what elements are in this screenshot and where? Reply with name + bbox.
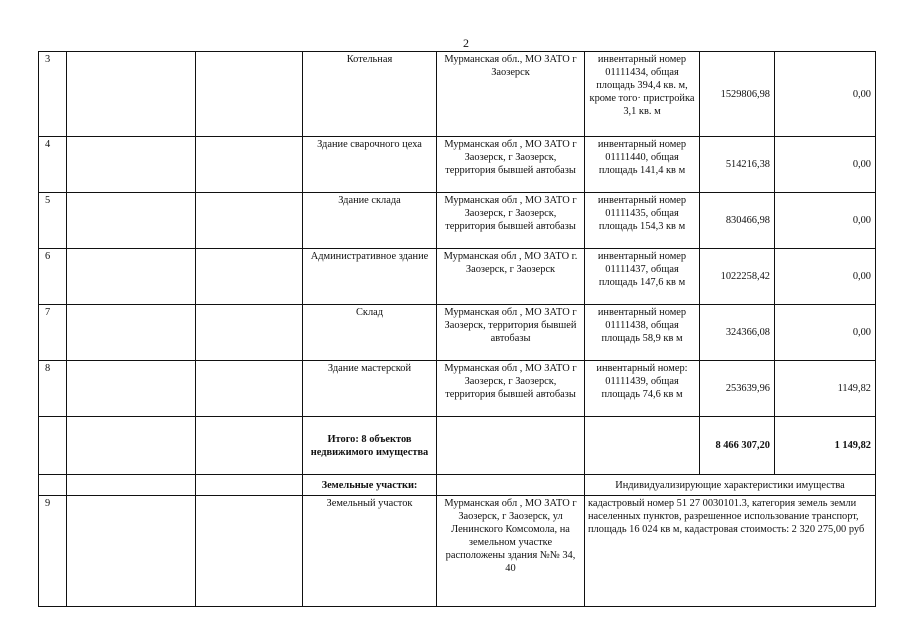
- table-row: [39, 305, 876, 361]
- book-value: 1529806,98: [700, 52, 775, 137]
- residual-value: 1149,82: [775, 361, 876, 417]
- section-header-row: [39, 475, 876, 496]
- book-value: 324366,08: [700, 305, 775, 361]
- object-name: Котельная: [303, 52, 437, 137]
- residual-value: 0,00: [775, 249, 876, 305]
- table-row: [39, 193, 876, 249]
- empty-cell: [67, 193, 196, 249]
- row-number: 4: [39, 137, 67, 193]
- property-table: [38, 51, 876, 607]
- empty-cell: [196, 496, 303, 607]
- land-section-label: Земельные участки:: [303, 475, 437, 496]
- land-characteristics: кадастровый номер 51 27 0030101.3, категория земель земли населенных пунктов, разрешенное использование транспорт, площадь 16 024 кв м, кадастровая стоимость: 2 320 275,00 руб: [585, 496, 876, 607]
- residual-value: 0,00: [775, 305, 876, 361]
- table-row: [39, 52, 876, 137]
- empty-cell: [437, 417, 585, 475]
- empty-cell: [67, 361, 196, 417]
- object-name: Здание сварочного цеха: [303, 137, 437, 193]
- table-row: [39, 137, 876, 193]
- empty-cell: [39, 417, 67, 475]
- book-value: 830466,98: [700, 193, 775, 249]
- total-label: Итого: 8 объектов недвижимого имущества: [303, 417, 437, 475]
- object-address: Мурманская обл , МО ЗАТО г Заозерск, г Заозерск, территория бывшей автобазы: [437, 361, 585, 417]
- empty-cell: [585, 417, 700, 475]
- object-name: Здание мастерской: [303, 361, 437, 417]
- page-number: 2: [463, 36, 469, 50]
- object-name: Земельный участок: [303, 496, 437, 607]
- object-address: Мурманская обл , МО ЗАТО г Заозерск, г Заозерск, территория бывшей автобазы: [437, 137, 585, 193]
- total-book-value: 8 466 307,20: [700, 417, 775, 475]
- row-number: 9: [39, 496, 67, 607]
- object-characteristics: инвентарный номер 01111438, общая площадь 58,9 кв м: [585, 305, 700, 361]
- row-number: 8: [39, 361, 67, 417]
- row-number: 6: [39, 249, 67, 305]
- empty-cell: [196, 249, 303, 305]
- total-row: [39, 417, 876, 475]
- residual-value: 0,00: [775, 193, 876, 249]
- row-number: 3: [39, 52, 67, 137]
- object-address: Мурманская обл., МО ЗАТО г Заозерск: [437, 52, 585, 137]
- object-address: Мурманская обл , МО ЗАТО г. Заозерск, г Заозерск: [437, 249, 585, 305]
- empty-cell: [196, 417, 303, 475]
- object-characteristics: инвентарный номер 01111437, общая площадь 147,6 кв м: [585, 249, 700, 305]
- object-address: Мурманская обл , МО ЗАТО г Заозерск, территория бывшей автобазы: [437, 305, 585, 361]
- empty-cell: [67, 249, 196, 305]
- empty-cell: [196, 52, 303, 137]
- empty-cell: [196, 305, 303, 361]
- object-characteristics: инвентарный номер: 01111439, общая площадь 74,6 кв м: [585, 361, 700, 417]
- empty-cell: [196, 193, 303, 249]
- object-address: Мурманская обл , МО ЗАТО г Заозерск, г Заозерск, ул Ленинского Комсомола, на земельном участке расположены здания №№ 34, 40: [437, 496, 585, 607]
- empty-cell: [67, 305, 196, 361]
- object-characteristics: инвентарный номер 01111434, общая площадь 394,4 кв. м, кроме того· пристройка 3,1 кв. м: [585, 52, 700, 137]
- book-value: 1022258,42: [700, 249, 775, 305]
- total-residual-value: 1 149,82: [775, 417, 876, 475]
- residual-value: 0,00: [775, 52, 876, 137]
- empty-cell: [67, 137, 196, 193]
- table-row: [39, 361, 876, 417]
- empty-cell: [196, 137, 303, 193]
- empty-cell: [67, 475, 196, 496]
- table-row: [39, 496, 876, 607]
- empty-cell: [39, 475, 67, 496]
- object-address: Мурманская обл , МО ЗАТО г Заозерск, г Заозерск, территория бывшей автобазы: [437, 193, 585, 249]
- object-name: Склад: [303, 305, 437, 361]
- empty-cell: [196, 475, 303, 496]
- empty-cell: [67, 496, 196, 607]
- empty-cell: [437, 475, 585, 496]
- empty-cell: [67, 52, 196, 137]
- row-number: 5: [39, 193, 67, 249]
- book-value: 514216,38: [700, 137, 775, 193]
- table-row: [39, 249, 876, 305]
- empty-cell: [196, 361, 303, 417]
- characteristics-header: Индивидуализирующие характеристики имущества: [585, 475, 876, 496]
- object-name: Административное здание: [303, 249, 437, 305]
- object-characteristics: инвентарный номер 01111440, общая площадь 141,4 кв м: [585, 137, 700, 193]
- residual-value: 0,00: [775, 137, 876, 193]
- book-value: 253639,96: [700, 361, 775, 417]
- empty-cell: [67, 417, 196, 475]
- object-characteristics: инвентарный номер 01111435, общая площадь 154,3 кв м: [585, 193, 700, 249]
- row-number: 7: [39, 305, 67, 361]
- object-name: Здание склада: [303, 193, 437, 249]
